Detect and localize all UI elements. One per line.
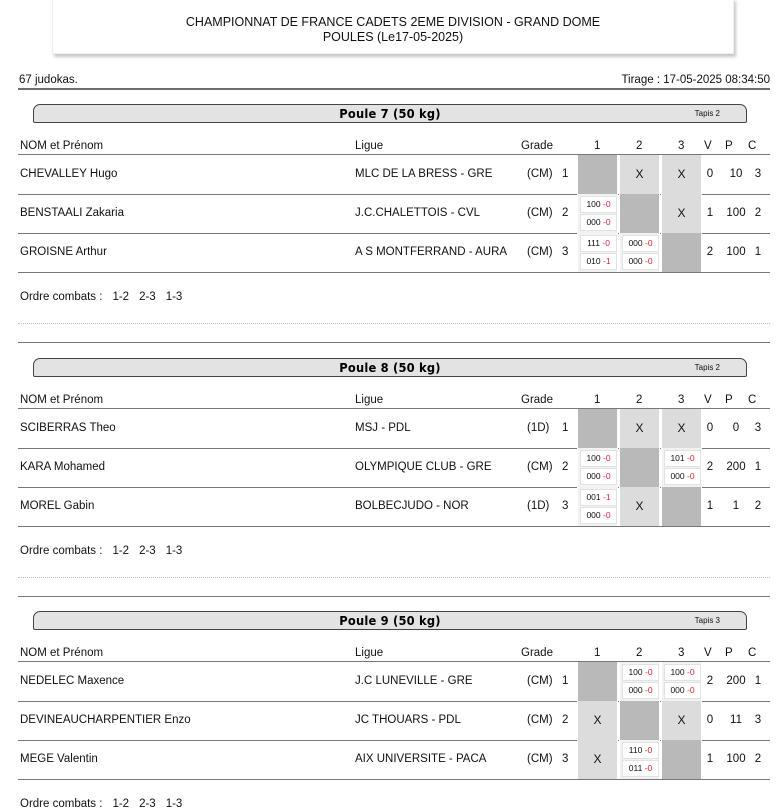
score-value: 000 [586, 510, 601, 520]
competitor-ligue: A S MONTFERRAND - AURA [355, 246, 508, 258]
competitor-row: GROISNE Arthur A S MONTFERRAND - AURA (CM) 3 111 -0 010 -1 000 -0 000 -0 2 100 1 [0, 233, 784, 272]
fight-order-item: 1-2 [112, 545, 130, 557]
pending-match-cell[interactable]: X [661, 701, 702, 740]
column-header-2: 2 [636, 647, 643, 659]
column-header-ligue: Ligue [355, 394, 384, 406]
score-line-winner [622, 742, 659, 759]
competitor-grade: (CM) [527, 168, 553, 180]
competitor-name: MEGE Valentin [20, 753, 98, 765]
dotted-separator [18, 577, 770, 578]
competitor-number: 2 [562, 714, 569, 726]
score-line-loser [622, 253, 659, 270]
score-line-loser [664, 468, 701, 485]
competitor-ligue: J.C.CHALETTOIS - CVL [355, 207, 481, 219]
score-line-loser [622, 682, 659, 699]
dotted-separator [18, 323, 770, 324]
fight-order-item: 1-3 [165, 545, 183, 557]
pool-title-bar [33, 104, 747, 123]
pool-separator [18, 342, 770, 343]
penalty-value: -0 [603, 217, 611, 227]
score-value: 000 [628, 238, 643, 248]
self-cell [619, 701, 660, 740]
score-value: 110 [628, 745, 643, 755]
score-cell[interactable] [619, 662, 660, 701]
competitor-name: NEDELEC Maxence [20, 675, 125, 687]
penalty-value: -0 [645, 238, 653, 248]
pool-title: Poule 8 (50 kg) [339, 360, 441, 375]
score-line-loser [580, 507, 617, 524]
score-value: 101 [670, 453, 685, 463]
competitor-ligue: JC THOUARS - PDL [355, 714, 461, 726]
fight-order-item: 1-3 [165, 291, 183, 303]
competitor-number: 1 [562, 168, 569, 180]
score-line-loser [580, 214, 617, 231]
score-value: 000 [670, 685, 685, 695]
fight-order-label: Ordre combats : [20, 545, 103, 557]
self-cell [661, 487, 702, 526]
score-value: 000 [586, 217, 601, 227]
fight-order-item: 1-2 [112, 798, 130, 810]
self-cell [577, 662, 618, 701]
pool-separator [18, 596, 770, 597]
penalty-value: -0 [687, 453, 695, 463]
competitor-grade: (CM) [527, 675, 553, 687]
column-header-ligue: Ligue [355, 140, 384, 152]
competitor-grade: (CM) [527, 753, 553, 765]
column-header-3: 3 [678, 394, 685, 406]
pending-match-cell[interactable]: X [619, 409, 660, 448]
penalty-value: -0 [645, 667, 653, 677]
fight-order [20, 545, 192, 557]
score-cell[interactable] [577, 194, 618, 233]
row-divider [18, 779, 770, 780]
score-value: 010 [586, 256, 601, 266]
score-cell[interactable] [619, 740, 660, 779]
penalty-value: -0 [644, 763, 653, 773]
competitor-row: DEVINEAUCHARPENTIER Enzo JC THOUARS - PDL (CM) 2 X X 0 11 3 [0, 701, 784, 740]
penalty-value: -0 [687, 471, 695, 481]
judoka-count: 67 judokas. [19, 74, 78, 86]
column-header-3: 3 [678, 647, 685, 659]
competitor-name: BENSTAALI Zakaria [20, 207, 124, 219]
self-cell [661, 740, 702, 779]
score-line-loser [664, 682, 701, 699]
penalty-value: -0 [602, 238, 610, 248]
score-cell[interactable] [619, 233, 660, 272]
penalty-value: -0 [644, 745, 653, 755]
competitor-number: 3 [562, 246, 569, 258]
score-line-winner [622, 235, 659, 252]
competitor-number: 1 [562, 422, 569, 434]
self-cell [619, 194, 660, 233]
column-header-2: 2 [636, 394, 643, 406]
competitor-grade: (CM) [527, 246, 553, 258]
penalty-value: -0 [603, 510, 611, 520]
pending-match-cell[interactable]: X [661, 194, 702, 233]
competitor-row: BENSTAALI Zakaria J.C.CHALETTOIS - CVL (CM) 2 100 -0 000 -0 X 1 100 2 [0, 194, 784, 233]
competitor-name: GROISNE Arthur [20, 246, 107, 258]
row-divider [18, 526, 770, 527]
score-value: 000 [628, 256, 643, 266]
fight-order [20, 291, 192, 303]
pending-match-cell[interactable]: X [661, 409, 702, 448]
score-cell[interactable] [577, 487, 618, 526]
competitor-name: CHEVALLEY Hugo [20, 168, 118, 180]
penalty-value: -1 [603, 256, 611, 266]
column-header-1: 1 [594, 140, 601, 152]
score-value: 100 [586, 453, 601, 463]
column-header-1: 1 [594, 394, 601, 406]
score-line-winner [622, 664, 659, 681]
penalty-value: -1 [603, 492, 611, 502]
competitor-number: 2 [562, 207, 569, 219]
penalty-value: -0 [645, 256, 653, 266]
score-line-loser [580, 468, 617, 485]
competitor-ligue: OLYMPIQUE CLUB - GRE [355, 461, 492, 473]
score-value: 000 [628, 685, 643, 695]
score-cell[interactable] [661, 448, 702, 487]
competitor-name: SCIBERRAS Theo [20, 422, 116, 434]
top-divider [18, 88, 770, 90]
fight-order-item: 1-3 [165, 798, 183, 810]
column-header-p: P [725, 394, 733, 406]
competitor-ligue: AIX UNIVERSITE - PACA [355, 753, 487, 765]
penalty-value: -0 [687, 667, 695, 677]
score-value: 100 [670, 667, 685, 677]
competitor-grade: (1D) [527, 422, 550, 434]
pool-section [0, 358, 784, 612]
competitor-grade: (CM) [527, 714, 553, 726]
competitor-grade: (1D) [527, 500, 550, 512]
penalty-value: -0 [687, 685, 695, 695]
competitor-grade: (CM) [527, 461, 553, 473]
column-header-ligue: Ligue [355, 647, 384, 659]
competitor-row: CHEVALLEY Hugo MLC DE LA BRESS - GRE (CM) 1 X X 0 10 3 [0, 155, 784, 194]
score-value: 100 [586, 199, 601, 209]
self-cell [661, 233, 702, 272]
document-subtitle: POULES (Le17-05-2025) [322, 30, 464, 44]
pending-match-cell[interactable]: X [577, 701, 618, 740]
score-value: 111 [587, 238, 600, 248]
fight-order-label: Ordre combats : [20, 291, 103, 303]
column-header-name: NOM et Prénom [20, 394, 104, 406]
score-line-winner [580, 489, 617, 506]
column-header-v: V [704, 394, 712, 406]
competitor-number: 1 [562, 675, 569, 687]
fight-order-item: 2-3 [139, 798, 156, 810]
score-line-winner [580, 196, 617, 213]
pool-title-bar [33, 611, 747, 630]
document-title: CHAMPIONNAT DE FRANCE CADETS 2EME DIVISION - GRAND DOME [185, 15, 601, 29]
score-cell[interactable] [661, 662, 702, 701]
pool-title: Poule 9 (50 kg) [339, 613, 441, 628]
fight-order-label: Ordre combats : [20, 798, 103, 810]
penalty-value: -0 [645, 685, 653, 695]
competitor-number: 3 [562, 500, 569, 512]
competitor-row: KARA Mohamed OLYMPIQUE CLUB - GRE (CM) 2 100 -0 000 -0 101 -0 000 -0 2 200 1 [0, 448, 784, 487]
column-header-c: C [748, 140, 757, 152]
tapis-label: Tapis 3 [694, 616, 720, 625]
pending-match-cell[interactable]: X [619, 155, 660, 194]
score-cell[interactable] [577, 233, 618, 272]
pool-title-bar [33, 358, 747, 377]
competitor-ligue: J.C LUNEVILLE - GRE [355, 675, 473, 687]
score-line-winner [664, 450, 701, 467]
column-header-name: NOM et Prénom [20, 647, 104, 659]
score-cell[interactable] [577, 448, 618, 487]
competitor-number: 3 [562, 753, 569, 765]
column-header-grade: Grade [521, 140, 553, 152]
column-header-p: P [725, 647, 733, 659]
score-value: 000 [586, 471, 601, 481]
competitor-name: KARA Mohamed [20, 461, 106, 473]
column-header-3: 3 [678, 140, 685, 152]
column-header-grade: Grade [521, 647, 553, 659]
column-header-2: 2 [636, 140, 643, 152]
pool-title: Poule 7 (50 kg) [339, 106, 441, 121]
competitor-ligue: MLC DE LA BRESS - GRE [355, 168, 493, 180]
score-value: 001 [586, 492, 601, 502]
column-header-name: NOM et Prénom [20, 140, 104, 152]
pending-match-cell[interactable]: X [577, 740, 618, 779]
competitor-row: SCIBERRAS Theo MSJ - PDL (1D) 1 X X 0 0 3 [0, 409, 784, 448]
penalty-value: -0 [603, 453, 611, 463]
competitor-ligue: MSJ - PDL [355, 422, 411, 434]
pending-match-cell[interactable]: X [661, 155, 702, 194]
fight-order-item: 2-3 [139, 545, 156, 557]
self-cell [577, 155, 618, 194]
fight-order-item: 1-2 [112, 291, 130, 303]
competitor-row: NEDELEC Maxence J.C LUNEVILLE - GRE (CM) 1 100 -0 000 -0 100 -0 000 -0 2 200 1 [0, 662, 784, 701]
score-line-winner [664, 664, 701, 681]
competitor-name: MOREL Gabin [20, 500, 95, 512]
pool-section [0, 611, 784, 812]
pending-match-cell[interactable]: X [619, 487, 660, 526]
fight-order-item: 2-3 [139, 291, 156, 303]
score-line-winner [580, 450, 617, 467]
column-header-p: P [725, 140, 733, 152]
competitor-name: DEVINEAUCHARPENTIER Enzo [20, 714, 191, 726]
fight-order [20, 798, 192, 810]
column-header-v: V [704, 647, 712, 659]
document-title-box [52, 0, 734, 54]
penalty-value: -0 [603, 199, 611, 209]
score-value: 100 [628, 667, 643, 677]
score-value: 011 [628, 763, 643, 773]
self-cell [619, 448, 660, 487]
pool-section [0, 104, 784, 358]
score-line-loser [580, 253, 617, 270]
row-divider [18, 272, 770, 273]
column-header-c: C [748, 647, 757, 659]
score-line-loser [622, 760, 659, 777]
competitor-number: 2 [562, 461, 569, 473]
column-header-v: V [704, 140, 712, 152]
tapis-label: Tapis 2 [694, 363, 720, 372]
competitor-row: MEGE Valentin AIX UNIVERSITE - PACA (CM) 3 X 110 -0 011 -0 1 100 2 [0, 740, 784, 779]
tirage-timestamp: Tirage : 17-05-2025 08:34:50 [621, 74, 770, 86]
column-header-c: C [748, 394, 757, 406]
competitor-ligue: BOLBECJUDO - NOR [355, 500, 469, 512]
competitor-row: MOREL Gabin BOLBECJUDO - NOR (1D) 3 001 -1 000 -0 X 1 1 2 [0, 487, 784, 526]
competitor-grade: (CM) [527, 207, 553, 219]
score-value: 000 [670, 471, 685, 481]
self-cell [577, 409, 618, 448]
column-header-grade: Grade [521, 394, 553, 406]
column-header-1: 1 [594, 647, 601, 659]
score-line-winner [580, 235, 617, 252]
tapis-label: Tapis 2 [694, 109, 720, 118]
penalty-value: -0 [603, 471, 611, 481]
